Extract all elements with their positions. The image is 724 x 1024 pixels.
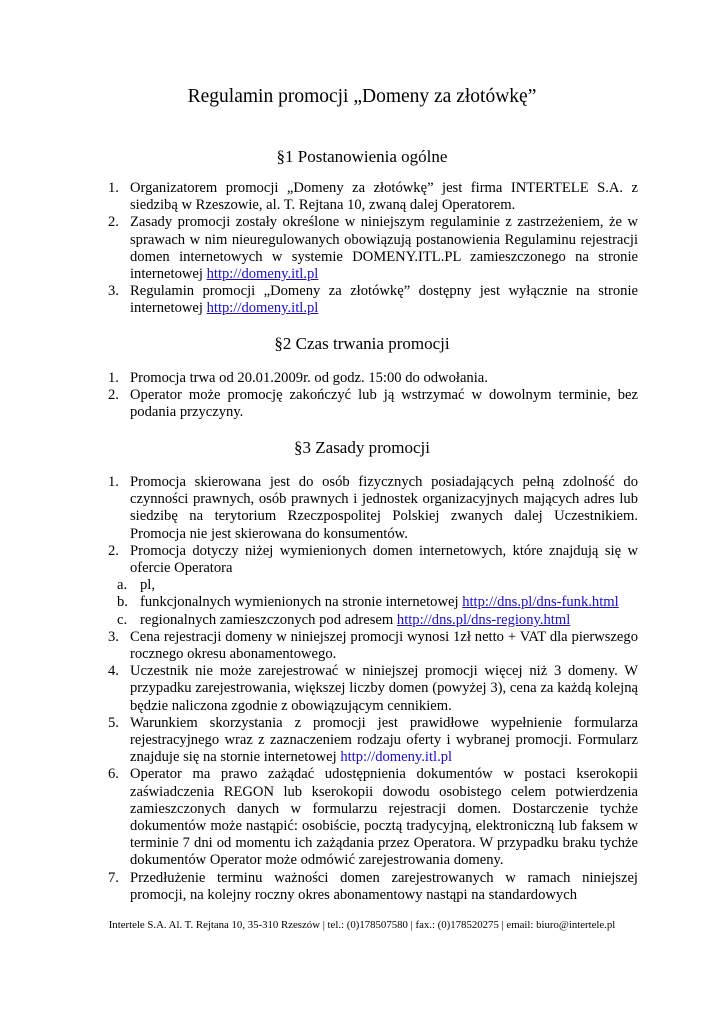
sub-list-item bbox=[108, 594, 638, 611]
domeny-link[interactable]: http://domeny.itl.pl bbox=[206, 300, 319, 317]
sub-item-letter: c. bbox=[117, 611, 128, 628]
sub-item-letter: a. bbox=[117, 577, 128, 594]
list-item bbox=[108, 629, 638, 663]
section-heading-1: §1 Postanowienia ogólne bbox=[276, 147, 448, 166]
list-item bbox=[108, 715, 638, 767]
section-heading-2: §2 Czas trwania promocji bbox=[274, 334, 450, 353]
section-1-list bbox=[108, 180, 638, 318]
item-text: Operator może promocję zakończyć lub ją wstrzymać w dowolnym terminie, bez podania przyczyny. bbox=[130, 387, 638, 421]
item-text: Promocja dotyczy niżej wymienionych domen internetowych, które znajdują się w ofercie Operatora bbox=[130, 542, 638, 577]
item-text: Zasady promocji zostały określone w niniejszym regulaminie z zastrzeżeniem, że w sprawach w nim nieuregulowanych obowiązują postanowienia Regulaminu rejestracji domen internetowych w systemie DOMENY.ITL.PL zamieszczonego na stronie internetowej bbox=[130, 214, 638, 283]
list-item bbox=[108, 387, 638, 421]
dns-funk-link[interactable]: http://dns.pl/dns-funk.html bbox=[462, 594, 619, 611]
list-item bbox=[108, 283, 638, 317]
page-footer: Intertele S.A. Al. T. Rejtana 10, 35-310 Rzeszów | tel.: (0)178507580 | fax.: (0)178520275 | email: biuro@intertele.pl bbox=[108, 919, 616, 931]
item-number: 4. bbox=[108, 663, 119, 680]
section-heading-3: §3 Zasady promocji bbox=[294, 438, 430, 457]
item-text: Cena rejestracji domeny w niniejszej promocji wynosi 1zł netto + VAT dla pierwszego rocznego okresu abonamentowego. bbox=[130, 628, 638, 663]
sub-item-letter: b. bbox=[117, 594, 128, 611]
item-number: 5. bbox=[108, 714, 119, 731]
sub-item-text: regionalnych zamieszczonych pod adresem bbox=[140, 611, 397, 628]
list-item bbox=[108, 766, 638, 869]
section-3-list bbox=[108, 474, 638, 904]
item-text: Regulamin promocji „Domeny za złotówkę” dostępny jest wyłącznie na stronie internetowej bbox=[130, 283, 638, 317]
item-text: Uczestnik nie może zarejestrować w niniejszej promocji więcej niż 3 domeny. W przypadku zarejestrowania, większej liczby domen (powyżej 3), cena za każdą kolejną będzie naliczona zgodnie z obowiązującym cennikiem. bbox=[130, 663, 638, 714]
item-text: Promocja trwa od 20.01.2009r. od godz. 15:00 do odwołania. bbox=[130, 370, 488, 386]
item-text: Warunkiem skorzystania z promocji jest prawidłowe wypełnienie formularza rejestracyjnego wraz z zaznaczeniem rodzaju oferty i wybranej promocji. Formularz znajduje się na stornie internetowej bbox=[130, 714, 638, 766]
item-number: 3. bbox=[108, 628, 119, 645]
item-number: 2. bbox=[108, 542, 119, 559]
list-item bbox=[108, 543, 638, 629]
item-number: 1. bbox=[108, 474, 119, 490]
item-text: Przedłużenie terminu ważności domen zarejestrowanych w ramach niniejszej promocji, na kolejny roczny okres abonamentowy nastąpi na standardowych bbox=[130, 869, 638, 903]
sub-list-item bbox=[108, 577, 638, 594]
sub-item-text: pl, bbox=[140, 577, 155, 594]
list-item bbox=[108, 870, 638, 904]
item-text: Operator ma prawo zażądać udostępnienia dokumentów w postaci kserokopii zaświadczenia REGON lub kserokopii dowodu osobistego celem potwierdzenia zamieszczonych danych w formularzu rejestracji domen. Dostarczenie tychże dokumentów może nastąpić: osobiście, pocztą tradycyjną, elektroniczną lub faksem w terminie 7 dni od momentu ich zażądania przez Operatora. W przypadku braku tychże dokumentów Operator może odmówić zarejestrowania domeny. bbox=[130, 766, 638, 869]
item-number: 1. bbox=[108, 370, 119, 386]
list-item bbox=[108, 370, 638, 387]
item-number: 2. bbox=[108, 387, 119, 404]
list-item bbox=[108, 663, 638, 715]
sub-list-item bbox=[108, 612, 638, 629]
item-text: Promocja skierowana jest do osób fizycznych posiadających pełną zdolność do czynności prawnych, osób prawnych i jednostek organizacyjnych mających adres lub siedzibę na terytorium Rzeczpospolitej Polskiej zwanych dalej Uczestnikiem. Promocja nie jest skierowana do konsumentów. bbox=[130, 474, 638, 542]
list-item bbox=[108, 474, 638, 543]
sub-item-text: funkcjonalnych wymienionych na stronie internetowej bbox=[140, 594, 463, 611]
domeny-link[interactable]: http://domeny.itl.pl bbox=[206, 266, 319, 283]
item-number: 3. bbox=[108, 283, 119, 300]
dns-regiony-link[interactable]: http://dns.pl/dns-regiony.html bbox=[396, 611, 571, 628]
item-number: 6. bbox=[108, 766, 119, 783]
domeny-link[interactable]: http://domeny.itl.pl bbox=[340, 749, 453, 766]
document-title: Regulamin promocji „Domeny za złotówkę” bbox=[187, 86, 537, 107]
section-2-list bbox=[108, 370, 638, 422]
domain-type-list bbox=[117, 577, 638, 629]
item-number: 7. bbox=[108, 869, 119, 886]
list-item bbox=[108, 180, 638, 214]
item-text: Organizatorem promocji „Domeny za złotówkę” jest firma INTERTELE S.A. z siedzibą w Rzeszowie, al. T. Rejtana 10, zwaną dalej Operatorem. bbox=[130, 180, 638, 214]
item-number: 1. bbox=[108, 180, 119, 196]
item-number: 2. bbox=[108, 214, 119, 231]
list-item bbox=[108, 214, 638, 283]
